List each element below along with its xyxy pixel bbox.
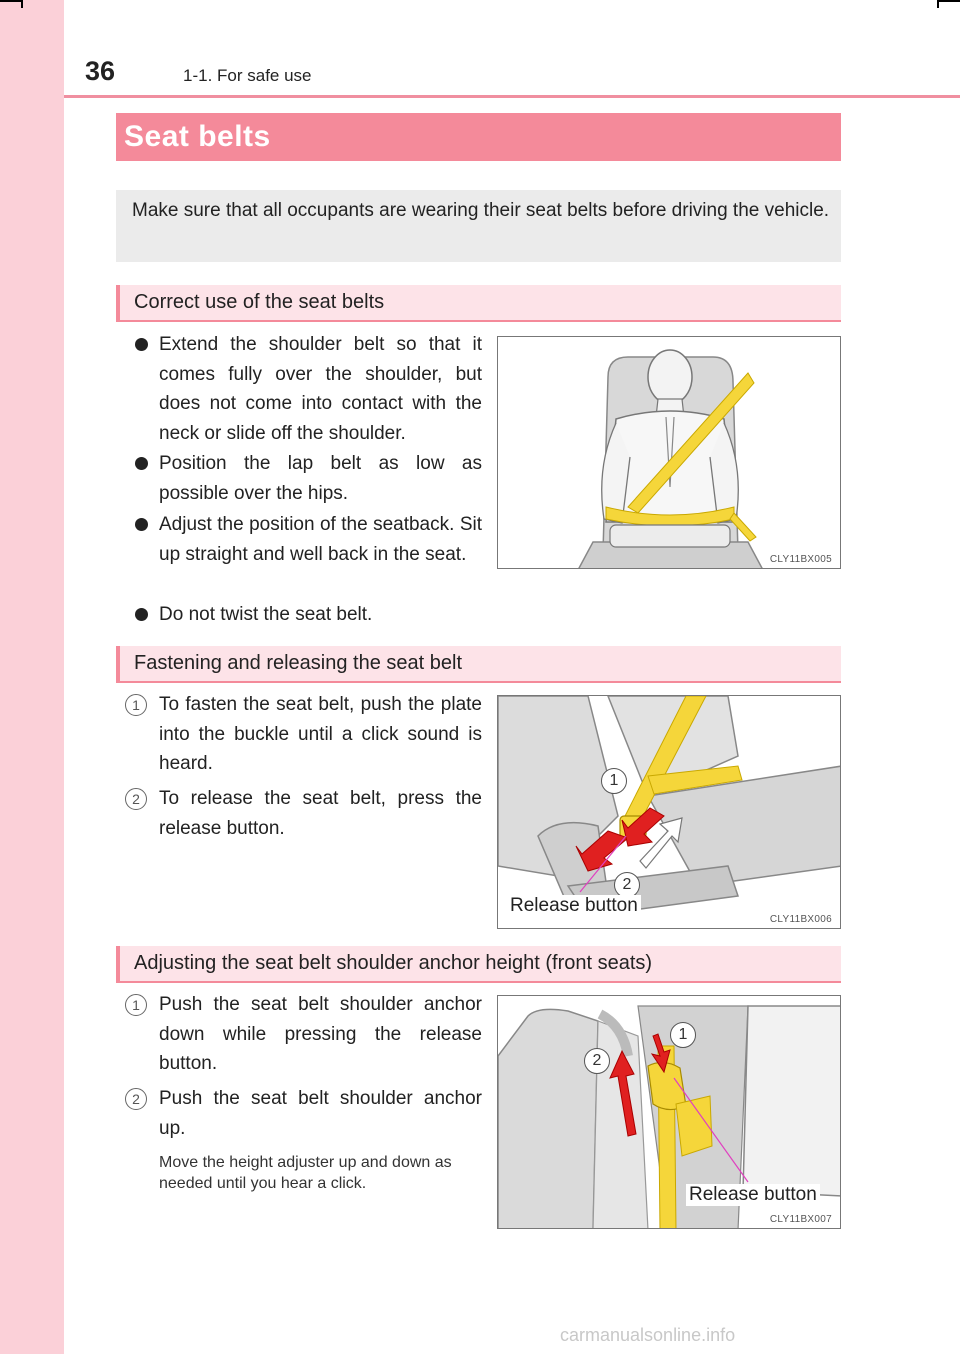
- bullet-item: [132, 600, 482, 630]
- step-text: To release the seat belt, press the release button.: [159, 788, 482, 839]
- release-button-label: Release button: [686, 1184, 820, 1206]
- callout-1: 1: [601, 768, 627, 794]
- step-item: [132, 990, 482, 1079]
- step-item: [132, 784, 482, 843]
- section-label: 1-1. For safe use: [183, 66, 312, 85]
- adjust-note: Move the height adjuster up and down as needed until you hear a click.: [159, 1154, 452, 1192]
- heading-text: Correct use of the seat belts: [134, 291, 385, 313]
- figure-buckle: [497, 695, 841, 929]
- step-number: 1: [125, 994, 147, 1016]
- heading-fastening: [116, 646, 841, 683]
- callout-1: 1: [670, 1022, 696, 1048]
- figure-code: CLY11BX006: [769, 914, 832, 925]
- bullet-text: Adjust the position of the seatback. Sit up straight and well back in the seat.: [159, 514, 482, 565]
- watermark: carmanualsonline.info: [560, 1325, 736, 1345]
- figure-code: CLY11BX007: [769, 1214, 832, 1225]
- page-number: 36: [85, 56, 116, 86]
- crop-mark: [21, 0, 23, 8]
- heading-text: Fastening and releasing the seat belt: [134, 652, 462, 674]
- intro-text: Make sure that all occupants are wearing their seat belts before driving the vehicle.: [132, 200, 830, 221]
- step-text: Push the seat belt shoulder anchor down while pressing the release button.: [159, 994, 482, 1074]
- header-rule: [64, 95, 960, 98]
- step-text: Push the seat belt shoulder anchor up.: [159, 1088, 482, 1139]
- crop-mark: [938, 0, 960, 2]
- crop-mark: [937, 0, 939, 8]
- figure-code: CLY11BX005: [769, 554, 832, 565]
- bullet-dot: [135, 457, 148, 470]
- side-strip: [0, 0, 64, 1354]
- bullet-dot: [135, 338, 148, 351]
- crop-mark: [0, 0, 22, 2]
- step-number: 2: [125, 788, 147, 810]
- step-number: 2: [125, 1088, 147, 1110]
- heading-text: Adjusting the seat belt shoulder anchor height (front seats): [134, 952, 653, 974]
- step-text: To fasten the seat belt, push the plate into the buckle until a click sound is heard.: [159, 694, 482, 774]
- page-title-bar: [116, 113, 841, 161]
- step-item: [132, 690, 482, 779]
- intro-box: [116, 190, 841, 262]
- figure-shoulder-anchor: [497, 995, 841, 1229]
- bullet-item: [132, 510, 482, 569]
- figure-seated-occupant: [497, 336, 841, 569]
- bullet-item: [132, 449, 482, 508]
- bullet-text: Extend the shoulder belt so that it comes fully over the shoulder, but does not come into contact with the neck or slide off the shoulder.: [159, 334, 482, 444]
- heading-adjusting: [116, 946, 841, 983]
- heading-correct-use: [116, 285, 841, 322]
- bullet-text: Position the lap belt as low as possible over the hips.: [159, 453, 482, 504]
- bullet-text: Do not twist the seat belt.: [159, 604, 373, 625]
- seated-occupant-illustration: [498, 337, 841, 569]
- bullet-item: [132, 330, 482, 448]
- page-title: Seat belts: [124, 120, 271, 153]
- bullet-dot: [135, 608, 148, 621]
- callout-2: 2: [584, 1048, 610, 1074]
- step-item: [132, 1084, 482, 1143]
- callout-2: 2: [614, 872, 640, 898]
- bullet-dot: [135, 518, 148, 531]
- step-number: 1: [125, 694, 147, 716]
- release-button-label: Release button: [507, 895, 641, 917]
